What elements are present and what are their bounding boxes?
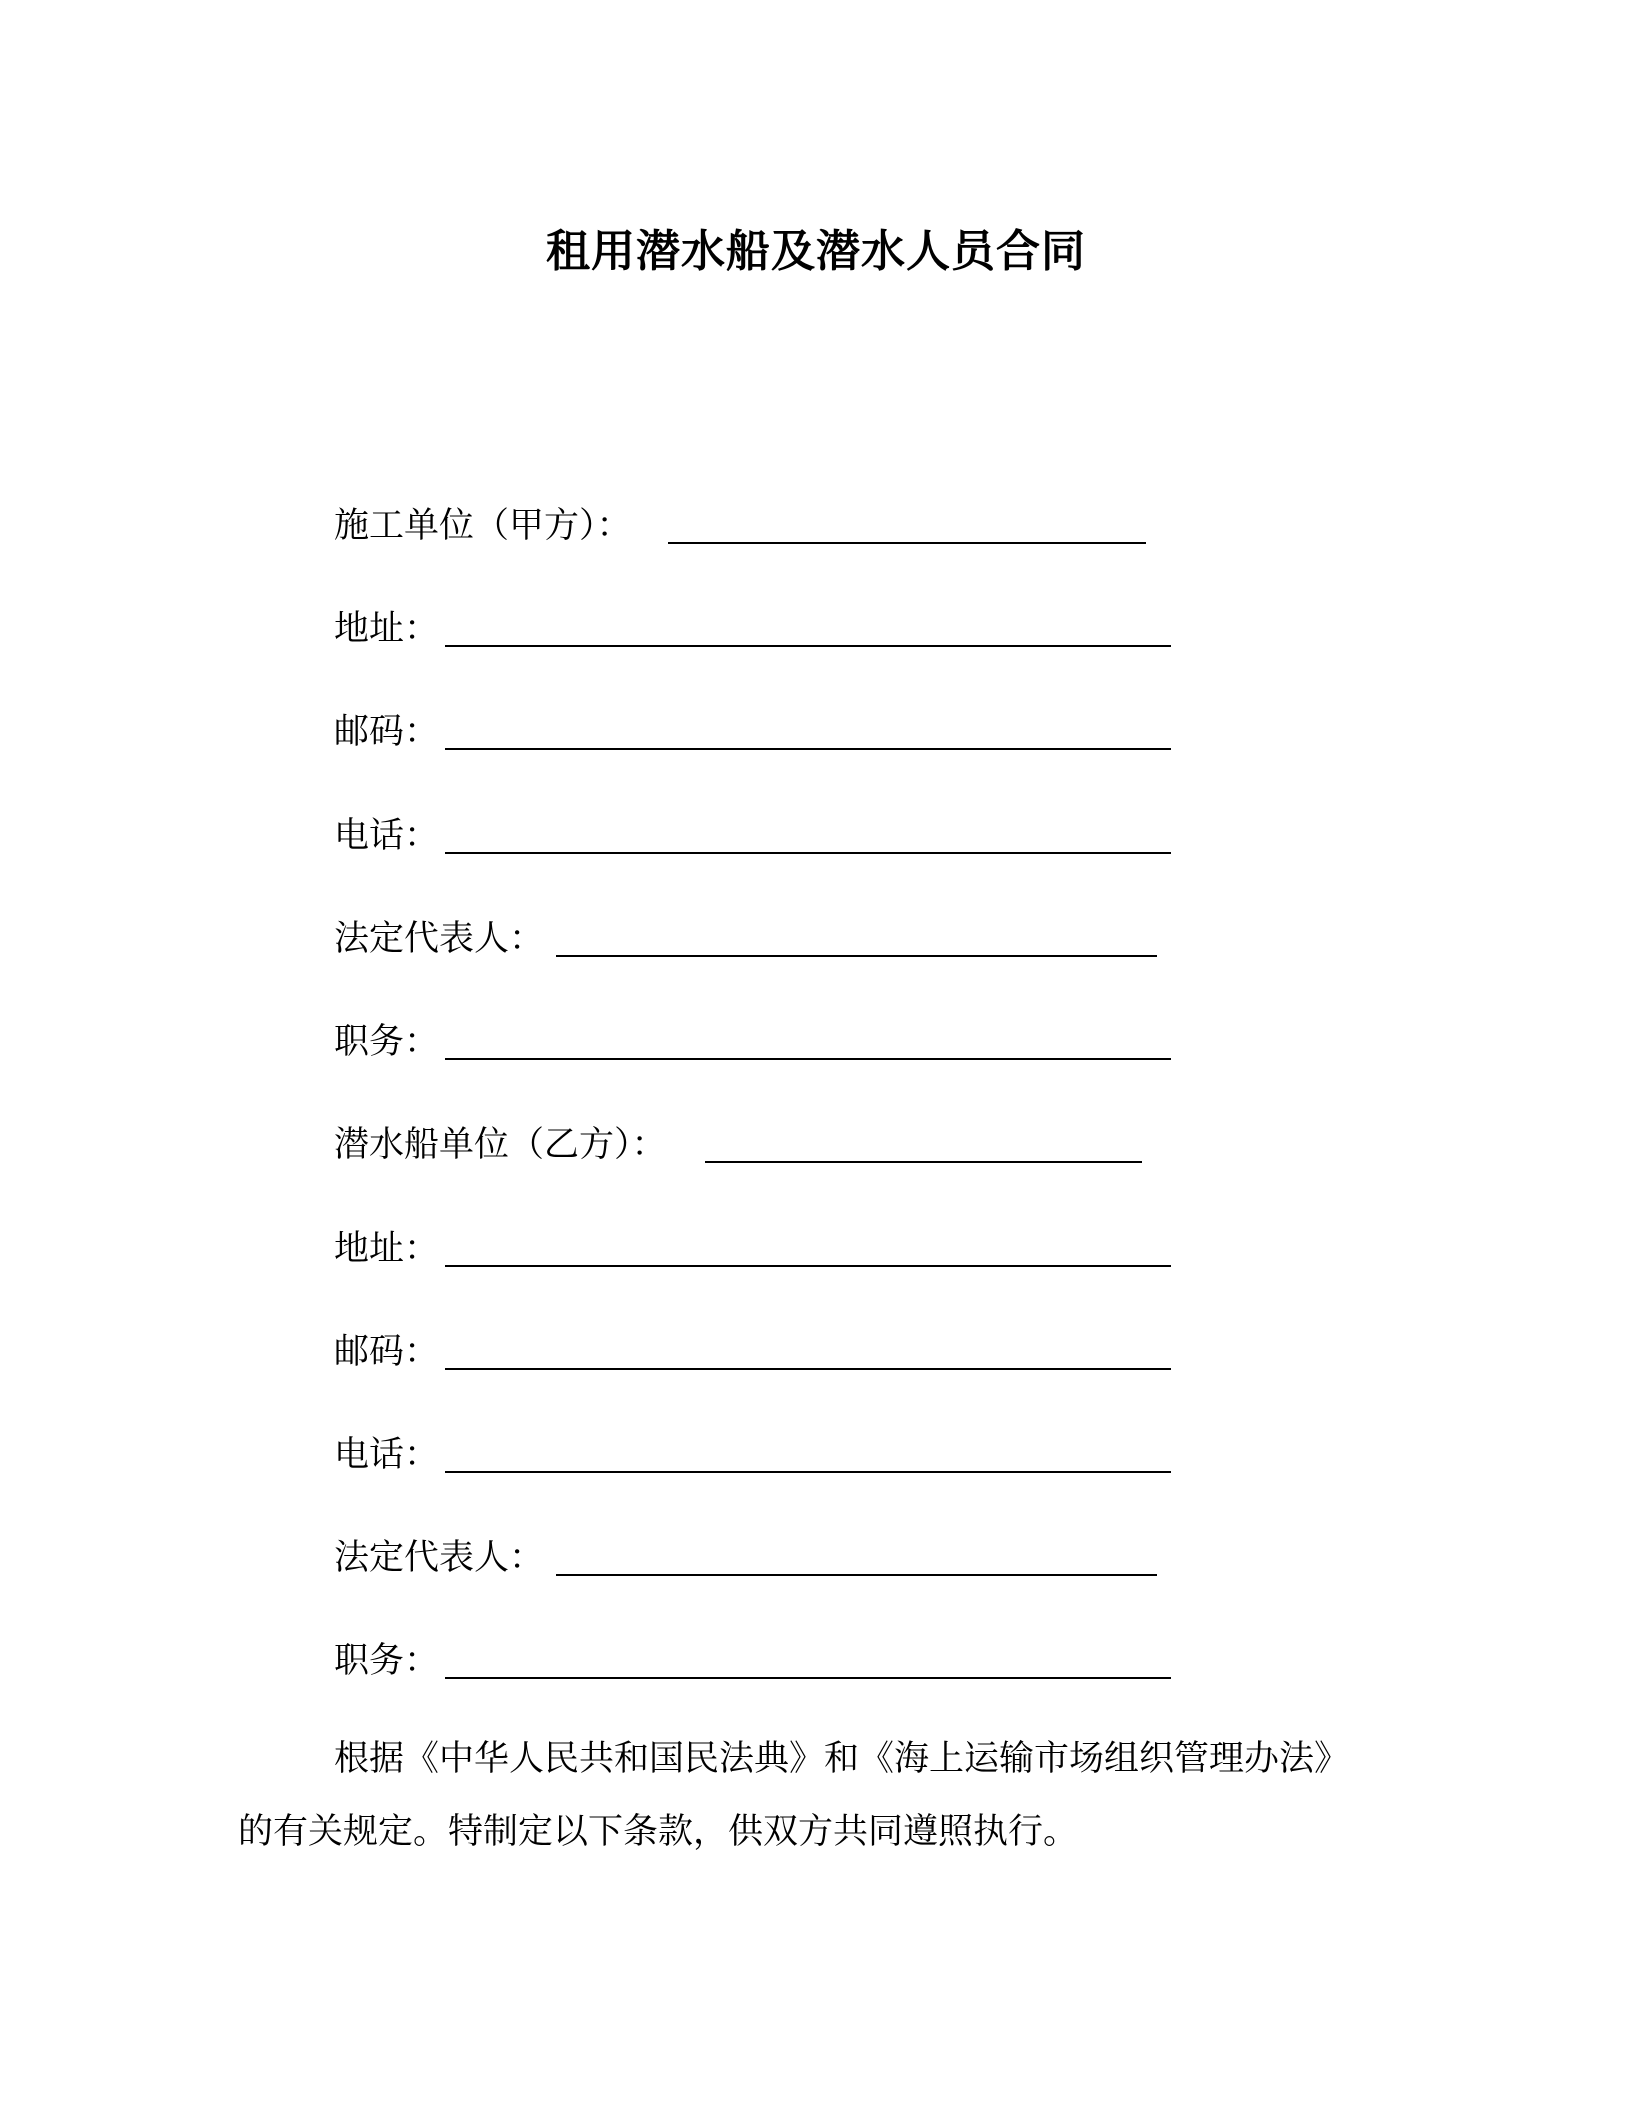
- party-b-legal-rep-label: 法定代表人：: [334, 1538, 545, 1578]
- party-a-address-blank[interactable]: [445, 645, 1171, 647]
- preamble-line-2: 的有关规定。特制定以下条款，供双方共同遵照执行。: [238, 1812, 1079, 1852]
- party-b-postcode-field: [334, 1328, 439, 1376]
- party-a-unit-label: 施工单位（甲方）：: [334, 506, 632, 546]
- party-b-position-field: [334, 1637, 439, 1685]
- preamble-line-1: 根据《中华人民共和国民法典》和《海上运输市场组织管理办法》: [334, 1739, 1350, 1779]
- party-a-phone-field: [334, 812, 439, 860]
- party-b-unit-blank[interactable]: [705, 1161, 1142, 1163]
- document-title: 租用潜水船及潜水人员合同: [546, 226, 1086, 277]
- party-a-postcode-blank[interactable]: [445, 748, 1171, 750]
- party-a-unit-blank[interactable]: [668, 542, 1146, 544]
- party-a-phone-blank[interactable]: [445, 852, 1171, 854]
- party-b-postcode-label: 邮码：: [334, 1332, 440, 1372]
- party-b-phone-field: [334, 1431, 439, 1479]
- party-b-legal-rep-field: [334, 1534, 544, 1582]
- party-b-address-blank[interactable]: [445, 1265, 1171, 1267]
- party-b-position-blank[interactable]: [445, 1677, 1171, 1679]
- party-a-legal-rep-blank[interactable]: [556, 955, 1157, 957]
- party-b-phone-label: 电话：: [334, 1435, 440, 1475]
- party-b-legal-rep-blank[interactable]: [556, 1574, 1157, 1576]
- party-a-postcode-label: 邮码：: [334, 712, 440, 752]
- party-a-address-label: 地址：: [334, 609, 440, 649]
- party-a-phone-label: 电话：: [334, 816, 440, 856]
- party-a-postcode-field: [334, 708, 439, 756]
- party-a-position-blank[interactable]: [445, 1058, 1171, 1060]
- party-b-phone-blank[interactable]: [445, 1471, 1171, 1473]
- party-b-position-label: 职务：: [334, 1641, 440, 1681]
- party-a-legal-rep-label: 法定代表人：: [334, 919, 545, 959]
- party-b-postcode-blank[interactable]: [445, 1368, 1171, 1370]
- party-b-unit-label: 潜水船单位（乙方）：: [334, 1125, 667, 1165]
- party-a-position-label: 职务：: [334, 1022, 440, 1062]
- party-a-address-field: [334, 605, 439, 653]
- party-a-position-field: [334, 1018, 439, 1066]
- party-a-legal-rep-field: [334, 915, 544, 963]
- party-b-unit-field: [334, 1121, 667, 1169]
- party-a-unit-field: [334, 502, 632, 550]
- party-b-address-field: [334, 1225, 439, 1273]
- party-b-address-label: 地址：: [334, 1229, 440, 1269]
